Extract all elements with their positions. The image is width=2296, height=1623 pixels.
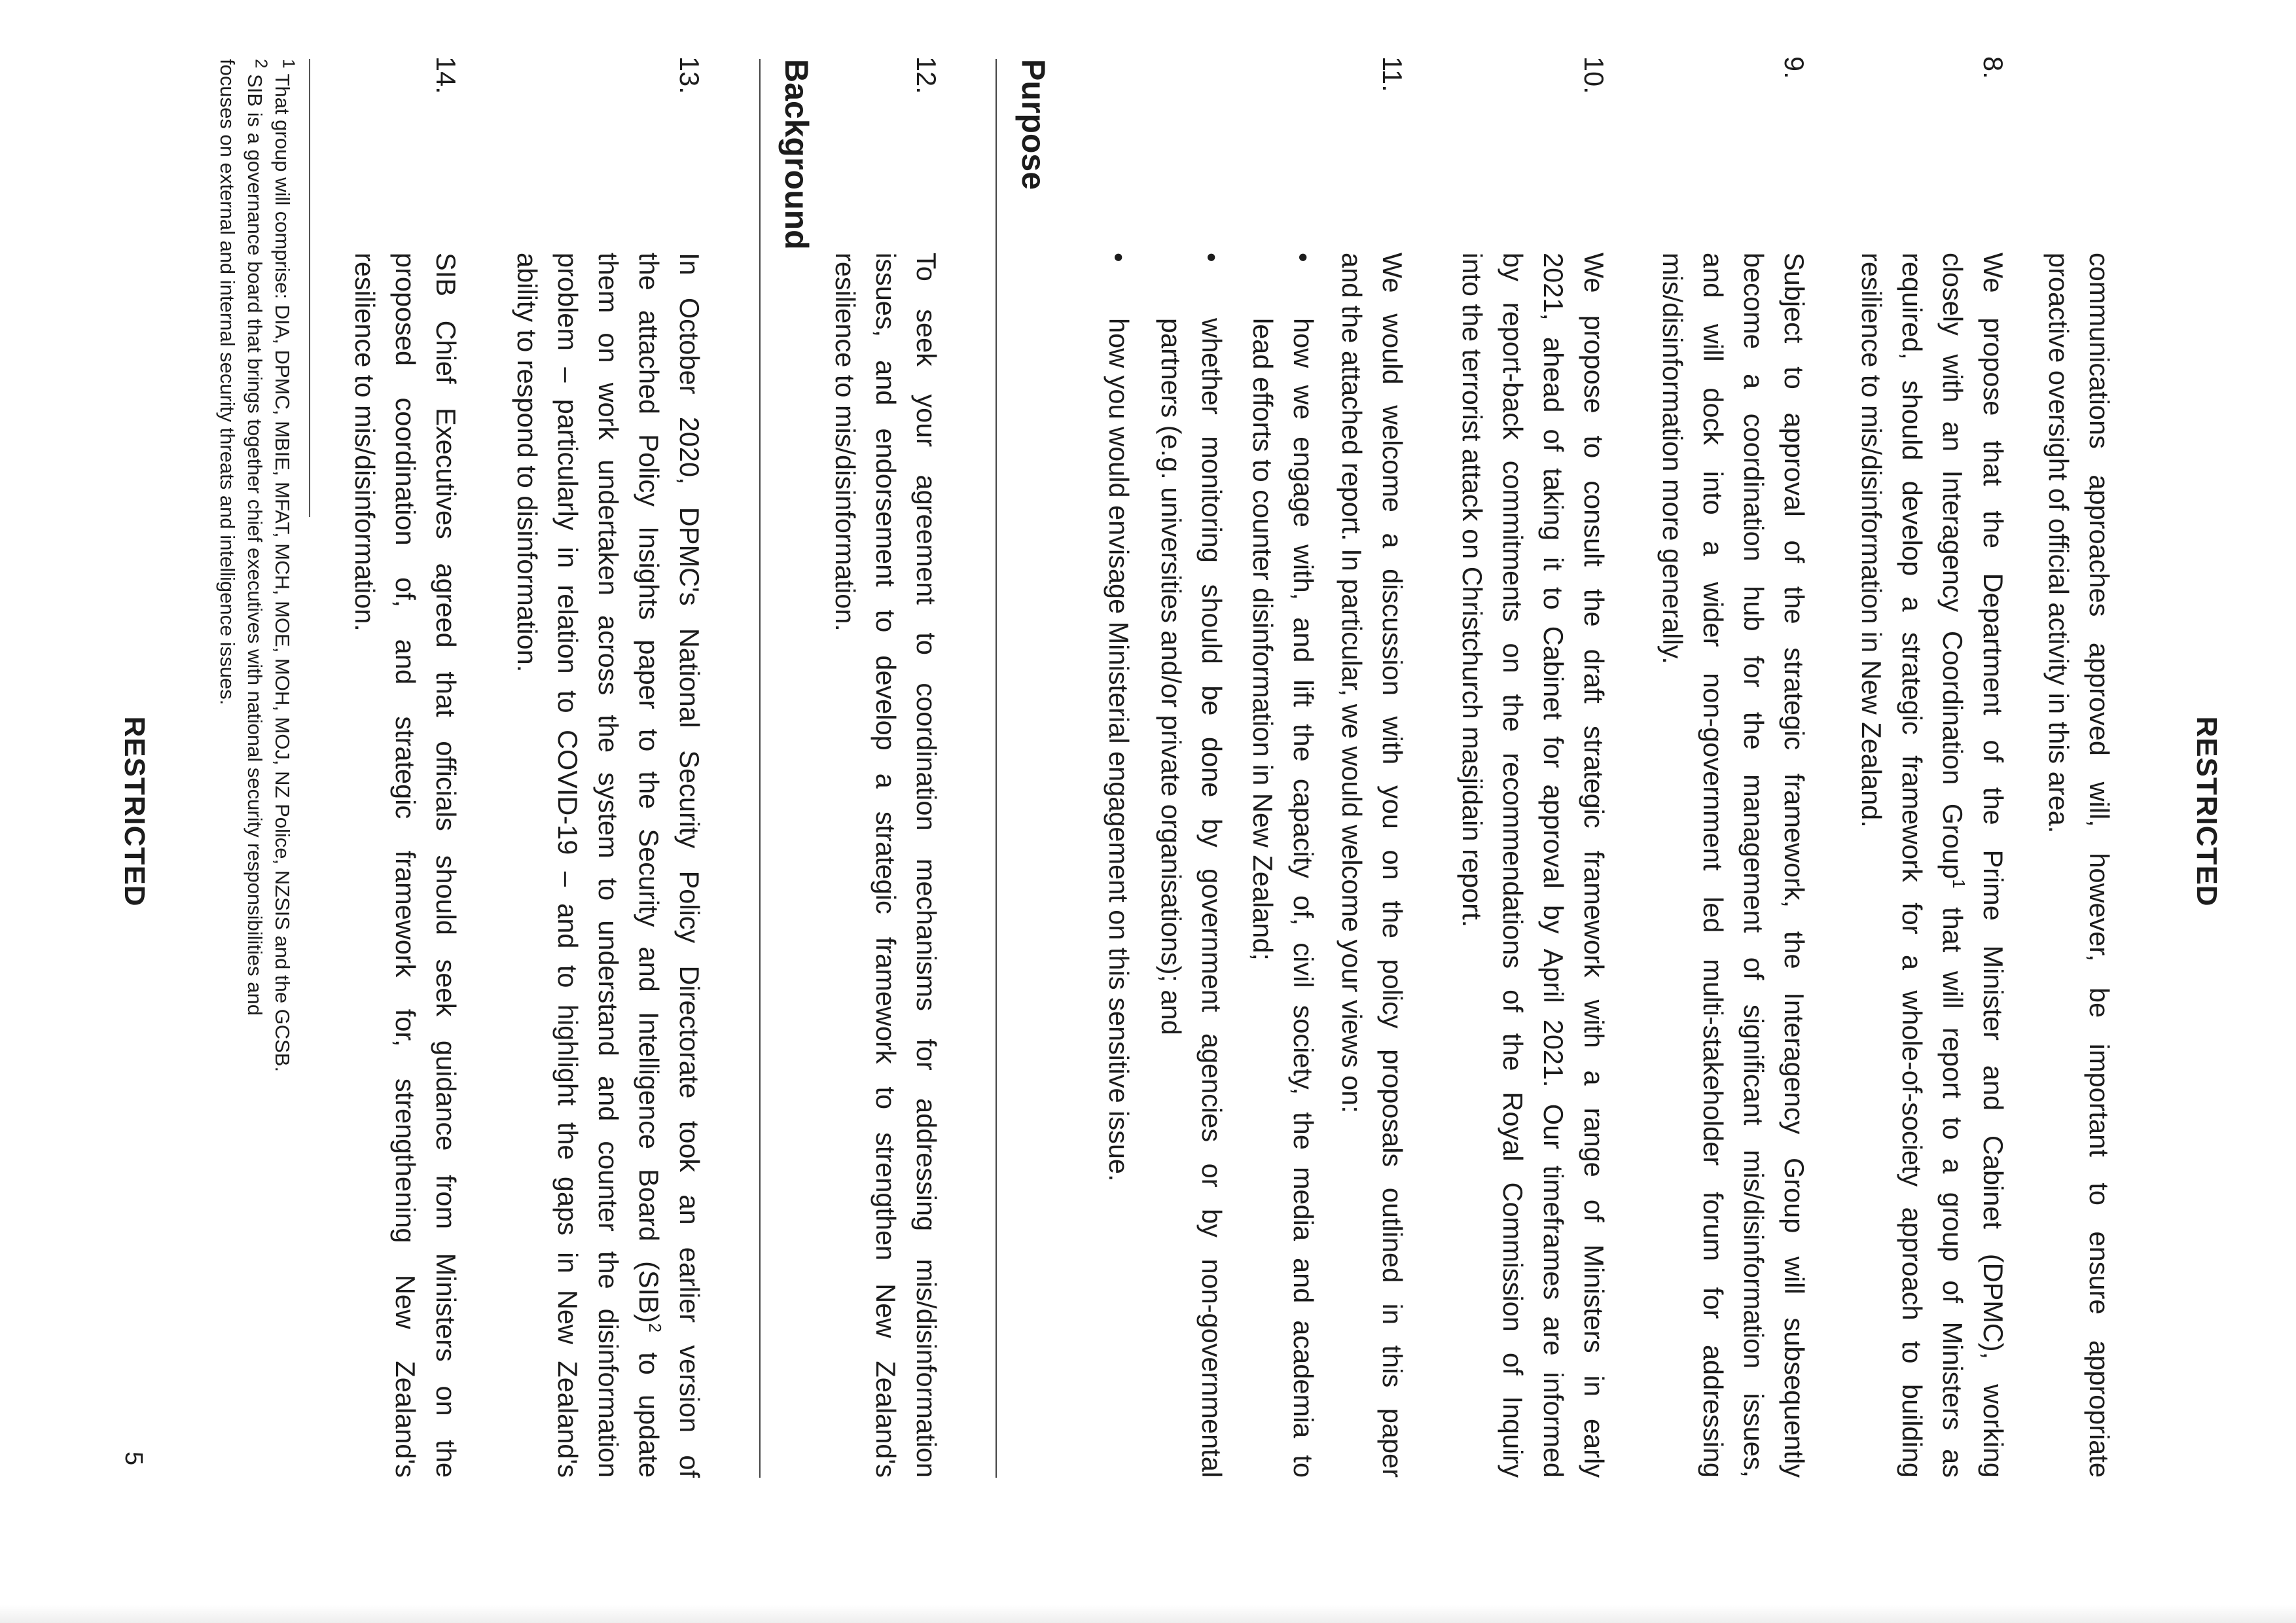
paragraph-number: 14. [431,56,461,94]
classification-footer: RESTRICTED [118,716,151,907]
footnote-separator [309,59,310,517]
purpose-heading-rule [996,59,997,1478]
text-line [1932,253,1973,1478]
text-line: resilience to mis/disinformation. [830,253,861,632]
paragraph-9 [1652,56,1814,1478]
footnote-text: That group will comprise: DIA, DPMC, MBIE, MFAT, MCH, MOE, MOH, MOJ, NZ Police, NZSIS and the GCSB. [271,68,294,1073]
text-line: by report-back commitments on the recommendations of the Royal Commission of Inquiry [1498,253,1528,1478]
text-line: 2021, ahead of taking it to Cabinet for approval by April 2021. Our timeframes are informed [1538,253,1569,1478]
text-line: To seek your agreement to coordination mechanisms for addressing mis/disinformation [911,253,942,1478]
purpose-heading: Purpose [1015,59,1052,190]
text-line: We propose to consult the draft strategic framework with a range of Ministers in early [1579,253,1609,1478]
text-line: resilience to mis/disinformation. [350,253,380,632]
paragraph-number: 12. [911,56,942,94]
paragraph-number: 9. [1779,56,1810,79]
paragraph-number: 11. [1377,56,1408,92]
text-line: required, should develop a strategic framework for a whole-of-society approach to building [1897,253,1928,1478]
footnote-marker: 2 [251,59,272,69]
text-line: partners (e.g. universities and/or private organisations); and [1156,318,1187,1035]
text-line: proactive oversight of official activity in this area. [2043,253,2074,834]
text-line: become a coordination hub for the management of significant mis/disinformation issues, [1738,253,1769,1478]
text-line: In October 2020, DPMC's National Security Policy Directorate took an earlier version of [674,253,705,1478]
footnote-marker: 1 [279,59,299,69]
footnote-2 [241,59,272,1016]
text-line: how you would envisage Ministerial engagement on this sensitive issue. [1103,318,1134,1182]
text-line: SIB Chief Executives agreed that officials should seek guidance from Ministers on the [431,253,461,1478]
paragraph-number: 10. [1579,56,1609,94]
text-fragment: that will report to a group of Ministers as [1937,888,1968,1478]
text-line: into the terrorist attack on Christchurch masjidain report. [1457,253,1488,928]
text-line: We would welcome a discussion with you on the policy proposals outlined in this paper [1377,253,1408,1478]
text-fragment: the attached Policy Insights paper to the Security and Intelligence Board (SIB) [634,253,664,1323]
text-line: them on work undertaken across the system to understand and counter the disinformation [593,253,624,1478]
bullet-item [1098,253,1139,1478]
text-line: Subject to approval of the strategic framework, the Interagency Group will subsequently [1779,253,1810,1478]
paragraph-number: 13. [674,56,705,94]
bullet-item [1242,253,1323,1478]
footnote-2-continuation: focuses on external and internal security threats and intelligence issues. [216,59,239,705]
bullet-marker: • [1103,253,1134,262]
text-line: resilience to mis/disinformation in New Zealand. [1856,253,1887,828]
text-line: ability to respond to disinformation. [512,253,543,673]
paragraph-10 [1452,56,1614,1478]
background-heading: Background [778,59,815,250]
text-line: problem – particularly in relation to COVID-19 – and to highlight the gaps in New Zealand's [552,253,583,1478]
paragraph-12 [825,56,946,1478]
continuation-paragraph [2038,253,2119,1478]
footnote-text: SIB is a governance board that brings together chief executives with national security responsibilities and [243,68,266,1016]
bullet-marker: • [1288,253,1319,262]
bullet-marker: • [1196,253,1227,262]
text-line [628,253,669,1478]
text-line: and the attached report. In particular, we would welcome your views on: [1336,253,1367,1113]
text-line: issues, and endorsement to develop a strategic framework to strengthen New Zealand's [870,253,901,1478]
paragraph-13 [507,56,709,1478]
text-line: lead efforts to counter disinformation in New Zealand; [1247,318,1278,961]
footnote-reference-2: 2 [645,1323,665,1333]
footnote-1 [268,59,299,1073]
paragraph-number: 8. [1978,56,2009,79]
text-line: and will dock into a wider non-government led multi-stakeholder forum for addressing [1698,253,1729,1478]
text-line: We propose that the Department of the Prime Minister and Cabinet (DPMC), working [1978,253,2009,1478]
text-line: communications approaches approved will, however, be important to ensure appropriate [2084,253,2115,1478]
footnote-reference-1: 1 [1948,879,1969,889]
text-line: proposed coordination of, and strategic framework for, strengthening New Zealand's [390,253,421,1478]
paragraph-8 [1851,56,2013,1478]
scan-edge-shadow [0,1605,2296,1623]
text-line: whether monitoring should be done by government agencies or by non-governmental [1196,318,1227,1478]
text-fragment: to update [634,1332,664,1478]
text-fragment: closely with an Interagency Coordination Group [1937,253,1968,880]
classification-header: RESTRICTED [2191,716,2223,907]
bullet-item [1151,253,1232,1478]
background-heading-rule [759,59,761,1478]
paragraph-11 [1331,56,1412,1478]
paragraph-14 [344,56,466,1478]
text-line: mis/disinformation more generally. [1657,253,1688,664]
page-number: 5 [120,1452,147,1466]
text-line: how we engage with, and lift the capacity of, civil society, the media and academia to [1288,318,1319,1478]
